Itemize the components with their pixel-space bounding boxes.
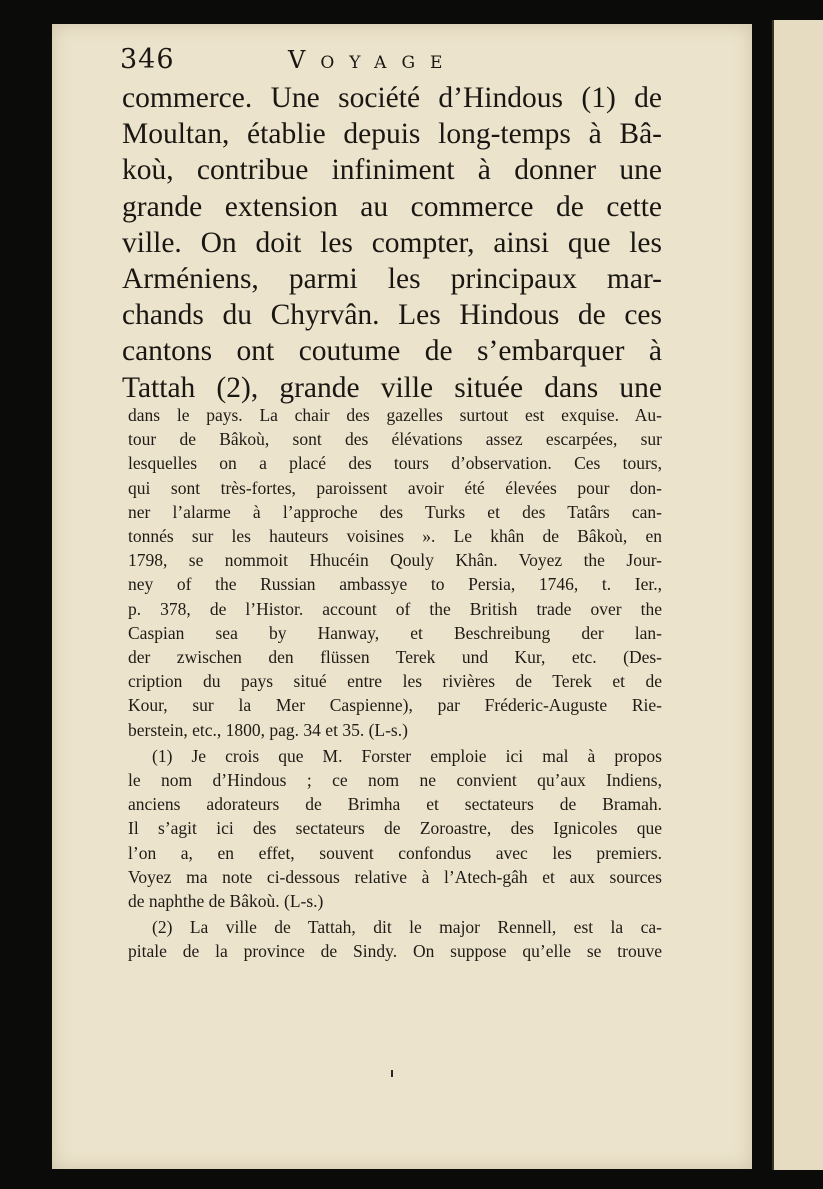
print-mark	[391, 1070, 393, 1077]
footnote-line: ner l’alarme à l’approche des Turks et des Tatârs can-	[128, 501, 662, 522]
adjacent-page-edge	[772, 20, 823, 1170]
footnotes	[128, 403, 662, 964]
footnote-line: berstein, etc., 1800, pag. 34 et 35. (L-s.)	[128, 719, 408, 740]
footnote-line: (1) Je crois que M. Forster emploie ici mal à propos	[152, 745, 662, 766]
footnote-line: anciens adorateurs de Brimha et sectateurs de Bramah.	[128, 794, 662, 815]
footnote-line: 1798, se nommoit Hhucéin Qouly Khân. Voyez the Jour-	[128, 550, 662, 571]
footnote-line: ney of the Russian ambassye to Persia, 1746, t. Ier.,	[128, 574, 662, 595]
footnote-line: der zwischen den flüssen Terek und Kur, etc. (Des-	[128, 647, 662, 668]
footnote-line: Caspian sea by Hanway, et Beschreibung der lan-	[128, 622, 662, 643]
footnote-line: de naphthe de Bâkoù. (L-s.)	[128, 891, 324, 912]
footnote-line: qui sont très-fortes, paroissent avoir été élevées pour don-	[128, 477, 662, 498]
footnote-line: p. 378, de l’Histor. account of the British trade over the	[128, 598, 662, 619]
footnote-line: l’on a, en effet, souvent confondus avec les premiers.	[128, 842, 662, 863]
text-line: chands du Chyrvân. Les Hindous de ces	[122, 299, 662, 332]
text-line: cantons ont coutume de s’embarquer à	[122, 335, 662, 368]
footnote-line: pitale de la province de Sindy. On suppose qu’elle se trouve	[128, 941, 662, 962]
footnote-line: dans le pays. La chair des gazelles surtout est exquise. Au-	[128, 405, 662, 425]
text-line: ville. On doit les compter, ainsi que les	[122, 226, 662, 259]
page-header	[120, 44, 660, 84]
text-line: Arméniens, parmi les principaux mar-	[122, 263, 662, 296]
footnote-line: Kour, sur la Mer Caspienne), par Fréderic-Auguste Rie-	[128, 695, 662, 716]
footnote-2	[128, 915, 662, 963]
footnote-line: Il s’agit ici des sectateurs de Zoroastre, des Ignicoles que	[128, 818, 662, 839]
page-number: 346	[120, 44, 175, 75]
footnote-line: tonnés sur les hauteurs voisines ». Le khân de Bâkoù, en	[128, 526, 662, 547]
text-line: commerce. Une société d’Hindous (1) de	[122, 82, 662, 114]
footnote-line: (2) La ville de Tattah, dit le major Rennell, est la ca-	[152, 917, 662, 938]
footnote-line: Voyez ma note ci-dessous relative à l’Atech-gâh et aux sources	[128, 866, 662, 887]
text-line: grande extension au commerce de cette	[122, 190, 662, 223]
footnote-line: le nom d’Hindous ; ce nom ne convient qu’aux Indiens,	[128, 770, 662, 791]
footnote-line: lesquelles on a placé des tours d’observation. Ces tours,	[128, 453, 662, 474]
text-line: koù, contribue infiniment à donner une	[122, 154, 662, 187]
footnote-1	[128, 744, 662, 913]
text-line: Moultan, établie depuis long-temps à Bâ-	[122, 118, 662, 151]
footnote-line: tour de Bâkoù, sont des élévations assez escarpées, sur	[128, 429, 662, 450]
footnote-line: cription du pays situé entre les rivières de Terek et de	[128, 671, 662, 692]
main-text	[122, 80, 662, 406]
footnote-continuation	[128, 403, 662, 742]
text-line: Tattah (2), grande ville située dans une	[122, 371, 662, 404]
running-title: Voyage	[288, 46, 458, 74]
